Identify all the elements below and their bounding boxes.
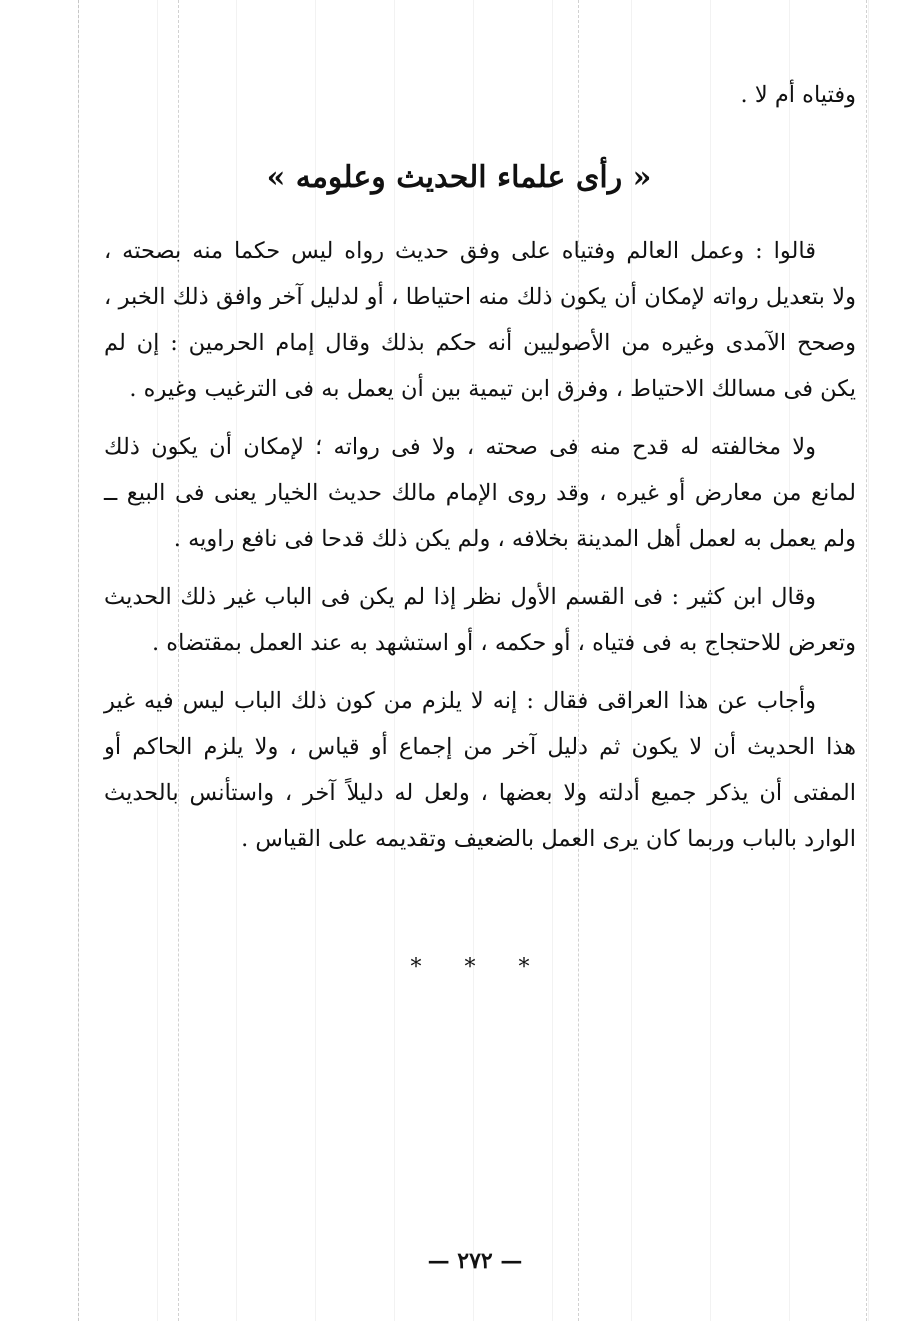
text-line: وأجاب عن هذا العراقى فقال : إنه لا يلزم من كون ذلك الباب ليس فيه غير xyxy=(104,688,816,714)
text-line: هذا الحديث أن لا يكون ثم دليل آخر من إجماع أو قياس ، ولا يلزم الحاكم أو xyxy=(104,734,856,760)
text-line: قالوا : وعمل العالم وفتياه على وفق حديث رواه ليس حكما منه بصحته ، xyxy=(104,238,816,264)
text-line: وتعرض للاحتجاج به فى فتياه ، أو حكمه ، أو استشهد به عند العمل بمقتضاه . xyxy=(152,630,856,656)
section-heading: « رأى علماء الحديث وعلومه » xyxy=(266,160,652,195)
text-line: وصحح الآمدى وغيره من الأصوليين أنه حكم بذلك وقال إمام الحرمين : إن لم xyxy=(104,330,856,356)
paragraph-1 xyxy=(104,228,856,412)
text-line: لمانع من معارض أو غيره ، وقد روى الإمام مالك حديث الخيار يعنى فى البيع ــ xyxy=(104,480,856,506)
text-line: المفتى أن يذكر جميع أدلته ولا بعضها ، ولعل له دليلاً آخر ، واستأنس بالحديث xyxy=(104,780,856,806)
page-number: — ٢٧٢ — xyxy=(427,1248,523,1274)
continuation-line: وفتياه أم لا . xyxy=(740,82,856,108)
text-line: الوارد بالباب وربما كان يرى العمل بالضعيف وتقديمه على القياس . xyxy=(241,826,856,852)
text-line: وقال ابن كثير : فى القسم الأول نظر إذا لم يكن فى الباب غير ذلك الحديث xyxy=(104,584,816,610)
paragraph-2 xyxy=(104,424,856,562)
text-line: يكن فى مسالك الاحتياط ، وفرق ابن تيمية بين أن يعمل به فى الترغيب وغيره . xyxy=(129,376,856,402)
section-end-ornament: * * * xyxy=(410,955,548,980)
text-line: ولا مخالفته له قدح منه فى صحته ، ولا فى رواته ؛ لإمكان أن يكون ذلك xyxy=(104,434,816,460)
paragraph-4 xyxy=(104,678,856,862)
text-line: ولم يعمل به لعمل أهل المدينة بخلافه ، ولم يكن ذلك قدحا فى نافع راويه . xyxy=(173,526,856,552)
text-line: ولا بتعديل رواته لإمكان أن يكون ذلك منه احتياطا ، أو لدليل آخر وافق ذلك الخبر ، xyxy=(104,284,856,310)
paragraph-3 xyxy=(104,574,856,666)
